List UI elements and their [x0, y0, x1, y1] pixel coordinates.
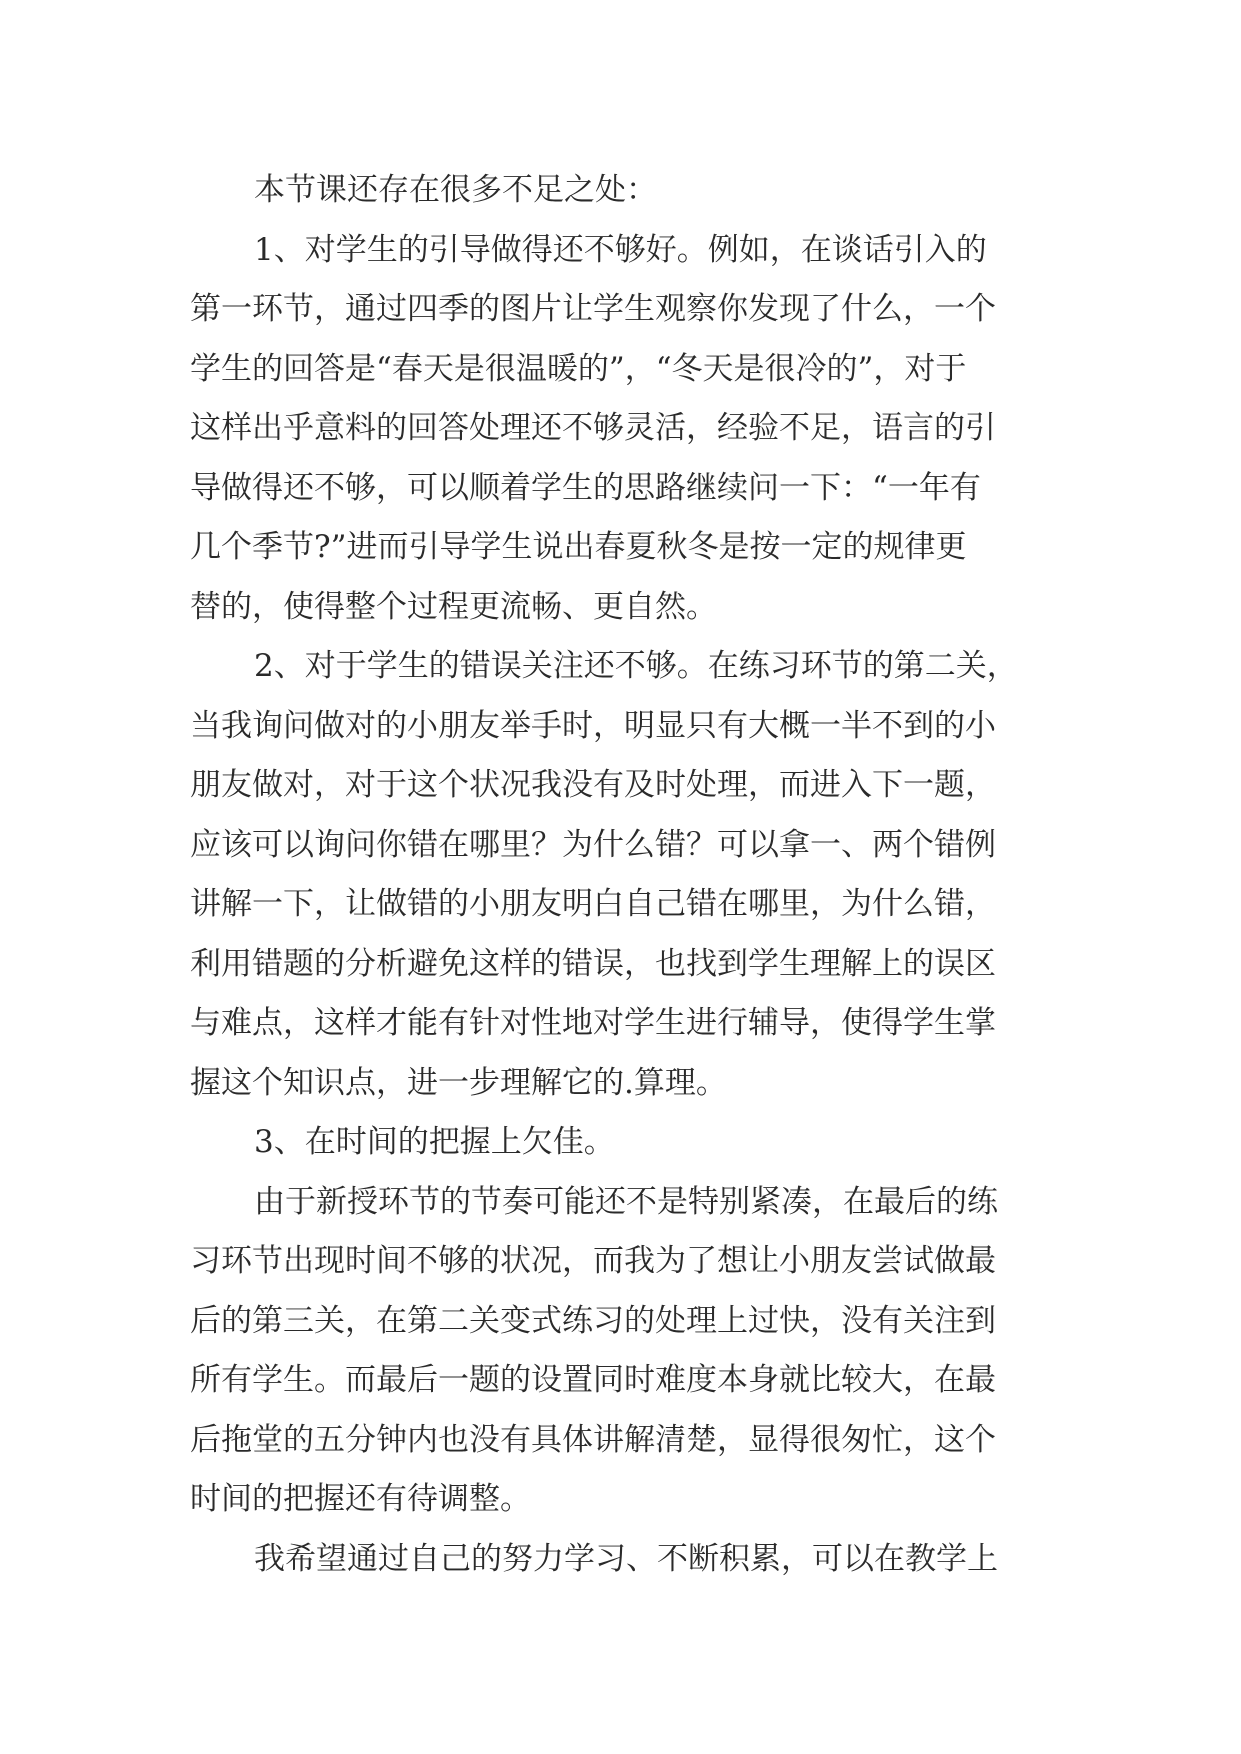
text-line: 与难点，这样才能有针对性地对学生进行辅导，使得学生掌	[190, 1005, 996, 1041]
text-line: 导做得还不够，可以顺着学生的思路继续问一下：“一年有	[190, 469, 981, 506]
text-line: 这样出乎意料的回答处理还不够灵活，经验不足，语言的引	[190, 410, 996, 446]
text-line: 当我询问做对的小朋友举手时，明显只有大概一半不到的小	[190, 707, 996, 744]
text-line: 本节课还存在很多不足之处：	[254, 172, 657, 208]
text-line: 应该可以询问你错在哪里？为什么错？可以拿一、两个错例	[190, 826, 996, 863]
text-line: 替的，使得整个过程更流畅、更自然。	[190, 588, 717, 625]
text-line: 我希望通过自己的努力学习、不断积累，可以在教学上	[254, 1540, 998, 1577]
text-line: 朋友做对，对于这个状况我没有及时处理，而进入下一题，	[190, 767, 996, 803]
text-line: 后的第三关，在第二关变式练习的处理上过快，没有关注到	[190, 1302, 996, 1339]
text-line: 时间的把握还有待调整。	[190, 1481, 531, 1517]
text-line: 利用错题的分析避免这样的错误，也找到学生理解上的误区	[190, 945, 996, 982]
text-line: 讲解一下，让做错的小朋友明白自己错在哪里，为什么错，	[190, 886, 996, 922]
document-body	[190, 161, 1060, 1589]
text-line: 习环节出现时间不够的状况，而我为了想让小朋友尝试做最	[190, 1243, 996, 1279]
text-line: 2、对于学生的错误关注还不够。在练习环节的第二关，	[254, 648, 1018, 684]
text-line: 握这个知识点，进一步理解它的.算理。	[190, 1064, 727, 1101]
text-line: 第一环节，通过四季的图片让学生观察你发现了什么，一个	[190, 291, 996, 327]
text-line: 学生的回答是“春天是很温暖的”，“冬天是很冷的”，对于	[190, 350, 967, 387]
text-line: 3、在时间的把握上欠佳。	[254, 1124, 615, 1160]
text-line: 由于新授环节的节奏可能还不是特别紧凑，在最后的练	[254, 1183, 998, 1220]
text-line: 几个季节?”进而引导学生说出春夏秋冬是按一定的规律更	[190, 529, 967, 565]
text-line: 所有学生。而最后一题的设置同时难度本身就比较大，在最	[190, 1362, 996, 1398]
text-line: 后拖堂的五分钟内也没有具体讲解清楚，显得很匆忙，这个	[190, 1421, 996, 1458]
text-line: 1、对学生的引导做得还不够好。例如，在谈话引入的	[254, 231, 987, 268]
